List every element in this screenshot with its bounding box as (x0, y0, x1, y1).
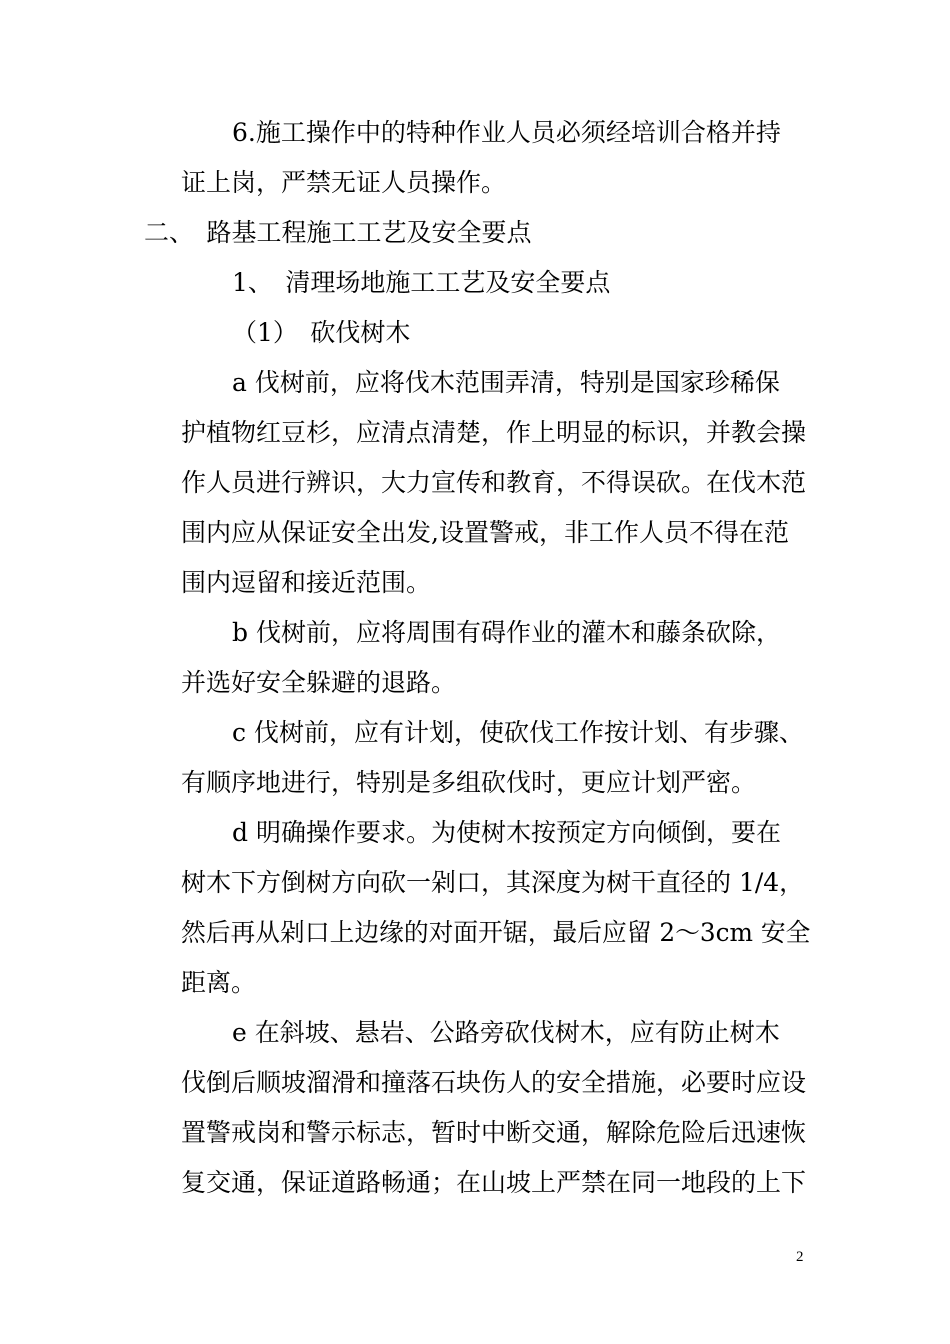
text-line: 复交通，保证道路畅通；在山坡上严禁在同一地段的上下 (181, 1168, 807, 1197)
text-line: 然后再从剁口上边缘的对面开锯，最后应留 2～3cm 安全 (181, 918, 811, 947)
text-line: e 在斜坡、悬岩、公路旁砍伐树木，应有防止树木 (232, 1018, 780, 1047)
section-heading: 二、 路基工程施工工艺及安全要点 (144, 218, 532, 247)
text-line: 距离。 (181, 968, 257, 997)
text-line: 围内应从保证安全出发,设置警戒，非工作人员不得在范 (181, 518, 789, 547)
text-line: 伐倒后顺坡溜滑和撞落石块伤人的安全措施，必要时应设 (181, 1068, 807, 1097)
text-line: 6.施工操作中的特种作业人员必须经培训合格并持 (232, 118, 781, 147)
page-number: 2 (796, 1249, 804, 1265)
item-heading: （1） 砍伐树木 (232, 318, 411, 347)
text-line: 树木下方倒树方向砍一剁口，其深度为树干直径的 1/4， (181, 868, 805, 897)
text-line: 有顺序地进行，特别是多组砍伐时，更应计划严密。 (181, 768, 757, 797)
text-line: d 明确操作要求。为使树木按预定方向倾倒，要在 (232, 818, 781, 847)
text-line: 作人员进行辨识，大力宣传和教育，不得误砍。在伐木范 (181, 468, 807, 497)
text-line: b 伐树前，应将周围有碍作业的灌木和藤条砍除， (232, 618, 781, 647)
text-line: c 伐树前，应有计划，使砍伐工作按计划、有步骤、 (232, 718, 804, 747)
text-line: a 伐树前，应将伐木范围弄清，特别是国家珍稀保 (232, 368, 780, 397)
text-line: 围内逗留和接近范围。 (181, 568, 432, 597)
text-line: 并选好安全躲避的退路。 (181, 668, 457, 697)
text-line: 置警戒岗和警示标志，暂时中断交通，解除危险后迅速恢 (181, 1118, 807, 1147)
text-line: 护植物红豆杉，应清点清楚，作上明显的标识，并教会操 (181, 418, 807, 447)
subsection-heading: 1、 清理场地施工工艺及安全要点 (232, 268, 611, 297)
text-line: 证上岗，严禁无证人员操作。 (181, 168, 507, 197)
